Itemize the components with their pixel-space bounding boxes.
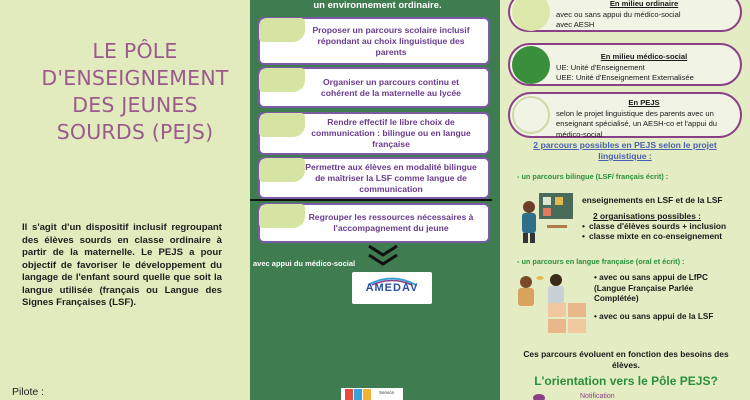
parcours-title-link[interactable]: 2 parcours possibles en PEJS selon le projet linguistique : <box>533 140 717 161</box>
service-logo-icon <box>345 389 373 400</box>
circle-icon <box>512 96 550 134</box>
oval-heading: En milieu médico-social <box>600 52 688 61</box>
page-title: LE PÔLE D'ENSEIGNEMENT DES JEUNES SOURDS (PEJS) <box>41 39 229 144</box>
oval-milieu-ordinaire <box>508 0 742 32</box>
objective-card-2 <box>258 67 490 108</box>
orientation-title: L'orientation vers le Pôle PEJS? <box>534 374 718 388</box>
service-logo <box>341 388 403 400</box>
final-text: Ces parcours évoluent en fonction des besoins des élèves. <box>523 349 729 370</box>
list-item: • classe mixte en co-enseignement <box>582 231 726 241</box>
middle-header: un environnement ordinaire. <box>313 0 442 11</box>
oval-line: UE: Unité d'Enseignement <box>556 62 645 72</box>
objective-card-5 <box>258 203 490 243</box>
bullet-dot-icon <box>533 394 545 400</box>
support-label: avec appui du médico-social <box>253 259 356 268</box>
organisations-title: 2 organisations possibles : <box>593 211 701 221</box>
bilingue-text: enseignements en LSF et de la LSF <box>582 195 723 205</box>
oval-heading: En milieu ordinaire <box>609 0 679 8</box>
objective-text: Proposer un parcours scolaire inclusif répondant au choix linguistique des parents <box>312 24 470 57</box>
bilingue-label: - un parcours bilingue (LSF/ français écrit) : <box>517 172 669 181</box>
oval-line: UEE: Unité d'Enseignement Externalisée <box>556 73 694 82</box>
objective-card-1 <box>258 17 490 65</box>
notification-label: Notification <box>580 393 615 400</box>
section-divider <box>250 199 492 201</box>
pilote-label: Pilote : <box>12 386 45 398</box>
amedav-logo <box>352 272 432 304</box>
logo-text: AMEDAV <box>365 282 419 294</box>
objective-text: Permettre aux élèves en modalité bilingue de maîtriser la LSF comme langue de communication <box>305 161 477 194</box>
oval-line: avec AESH <box>556 20 595 29</box>
oval-pejs <box>508 92 742 138</box>
oval-line: selon le projet linguistique des parents avec un enseignant spécialisé, un AESH-co et l'appui du médico-social <box>556 108 718 139</box>
list-item: • classe d'élèves sourds + inclusion <box>582 221 726 231</box>
circle-icon <box>512 46 550 84</box>
double-chevron-down-icon <box>366 244 400 268</box>
organisations-list <box>582 221 726 241</box>
lfpc-text: • avec ou sans appui de LfPC (Langue Française Parlée Complétée) <box>594 273 708 303</box>
lsf-text: • avec ou sans appui de la LSF <box>594 312 714 321</box>
oval-line: avec ou sans appui du médico-social <box>556 9 681 19</box>
objective-text: Organiser un parcours continu et cohérent de la maternelle au lycée <box>321 76 461 98</box>
objective-text: Regrouper les ressources nécessaires à l'accompagnement du jeune <box>308 212 474 233</box>
objective-card-4 <box>258 157 490 199</box>
service-logo-text: Service <box>379 390 395 395</box>
circle-icon <box>512 0 550 31</box>
objective-text: Rendre effectif le libre choix de communication : bilingue ou en langue française <box>311 117 471 149</box>
oval-heading: En PEJS <box>628 98 660 107</box>
description-text: Il s'agit d'un dispositif inclusif regroupant des élèves sourds en classe ordinaire à partir de la maternelle. Le PEJS a pour objectif de favoriser le développement du langage de l'enfant sourd quelle que soit la langue utilisée (français ou Langue des Signes Françaises (LSF). <box>22 222 222 308</box>
oval-milieu-medico-social <box>508 43 742 86</box>
francaise-label: - un parcours en langue française (oral et écrit) : <box>517 257 685 266</box>
teacher-illustration-icon <box>517 191 575 243</box>
hand-signs-illustration-icon <box>548 303 588 335</box>
objective-card-3 <box>258 112 490 155</box>
